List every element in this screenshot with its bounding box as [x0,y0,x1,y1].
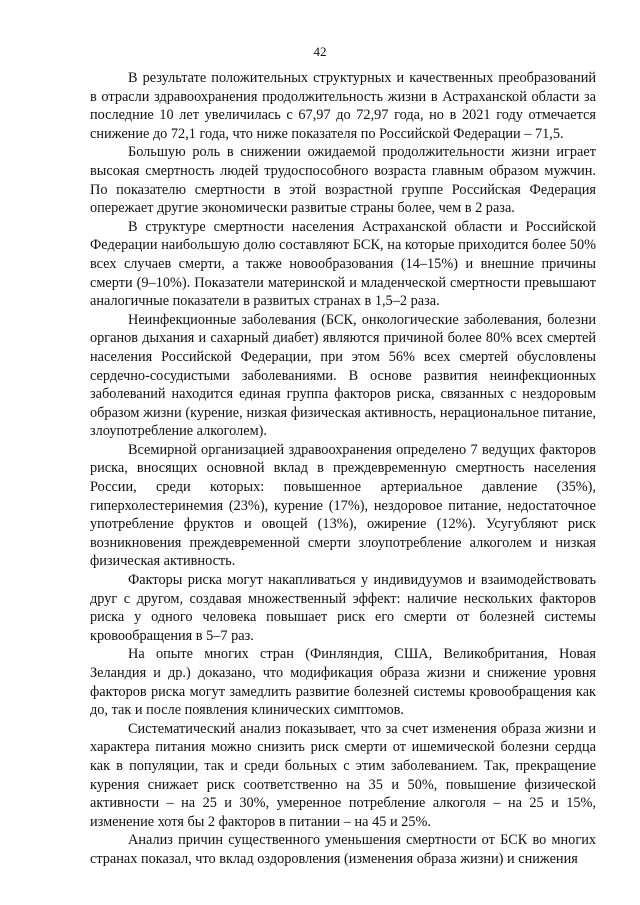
paragraph-mortality-reduction-analysis: Анализ причин существенного уменьшения смертности от БСК во многих странах показал, что вклад оздоровления (изменения образа жизни) и снижения [90,832,596,867]
paragraph-who-risk-factors: Всемирной организацией здравоохранения определено 7 ведущих факторов риска, вносящих основной вклад в преждевременную смертность населения России, среди которых: повышенное артериальное давление (35%), гиперхолестеринемия (23%), курение (17%), нездоровое питание, недостаточное употребление фруктов и овощей (13%), ожирение (12%). Усугубляют риск возникновения преждевременной смерти злоупотребление алкоголем и низкая физическая активность. [90,441,596,570]
paragraph-life-expectancy: В результате положительных структурных и качественных преобразований в отрасли здравоохранения продолжительность жизни в Астраханской области за последние 10 лет увеличилась с 67,97 до 72,97 года, но в 2021 году отмечается снижение до 72,1 года, что ниже показателя по Российской Федерации – 71,5. [90,70,596,142]
document-body [90,69,596,869]
paragraph-systematic-analysis: Систематический анализ показывает, что за счет изменения образа жизни и характера питания можно снизить риск смерти от ишемической болезни сердца как в популяции, так и среди больных с этим заболеванием. Так, прекращение курения снижает риск соответственно на 35 и 50%, повышение физической активности – на 25 и 30%, умеренное потребление алкоголя – на 25 и 15%, изменение хотя бы 2 факторов в питании – на 45 и 25%. [90,720,596,830]
page-number: 42 [313,44,327,59]
paragraph-noncommunicable-diseases: Неинфекционные заболевания (БСК, онкологические заболевания, болезни органов дыхания и сахарный диабет) являются причиной более 80% всех смертей населения Российской Федерации, при этом 56% всех смертей обусловлены сердечно-сосудистыми заболеваниями. В основе развития неинфекционных заболеваний находится единая группа факторов риска, связанных с нездоровым образом жизни (курение, низкая физическая активность, нерациональное питание, злоупотребление алкоголем). [90,311,596,440]
paragraph-risk-accumulation: Факторы риска могут накапливаться у индивидуумов и взаимодействовать друг с другом, создавая множественный эффект: наличие нескольких факторов риска у одного человека повышает риск его смерти от болезней системы кровообращения в 5–7 раз. [90,572,596,644]
paragraph-working-age-mortality: Большую роль в снижении ожидаемой продолжительности жизни играет высокая смертность людей трудоспособного возраста главным образом мужчин. По показателю смертности в этой возрастной группе Российская Федерация опережает другие экономически развитые страны более, чем в 2 раза. [90,144,596,217]
paragraph-mortality-structure: В структуре смертности населения Астраханской области и Российской Федерации наибольшую долю составляют БСК, на которые приходится более 50% всех случаев смерти, а также новообразования (14–15%) и внешние причины смерти (9–10%). Показатели материнской и младенческой смертности превышают аналогичные показатели в развитых странах в 1,5–2 раза. [90,218,596,310]
paragraph-country-experience: На опыте многих стран (Финляндия, США, Великобритания, Новая Зеландия и др.) доказано, что модификация образа жизни и снижение уровня факторов риска могут замедлить развитие болезней системы кровообращения как до, так и после появления клинических симптомов. [90,646,596,719]
